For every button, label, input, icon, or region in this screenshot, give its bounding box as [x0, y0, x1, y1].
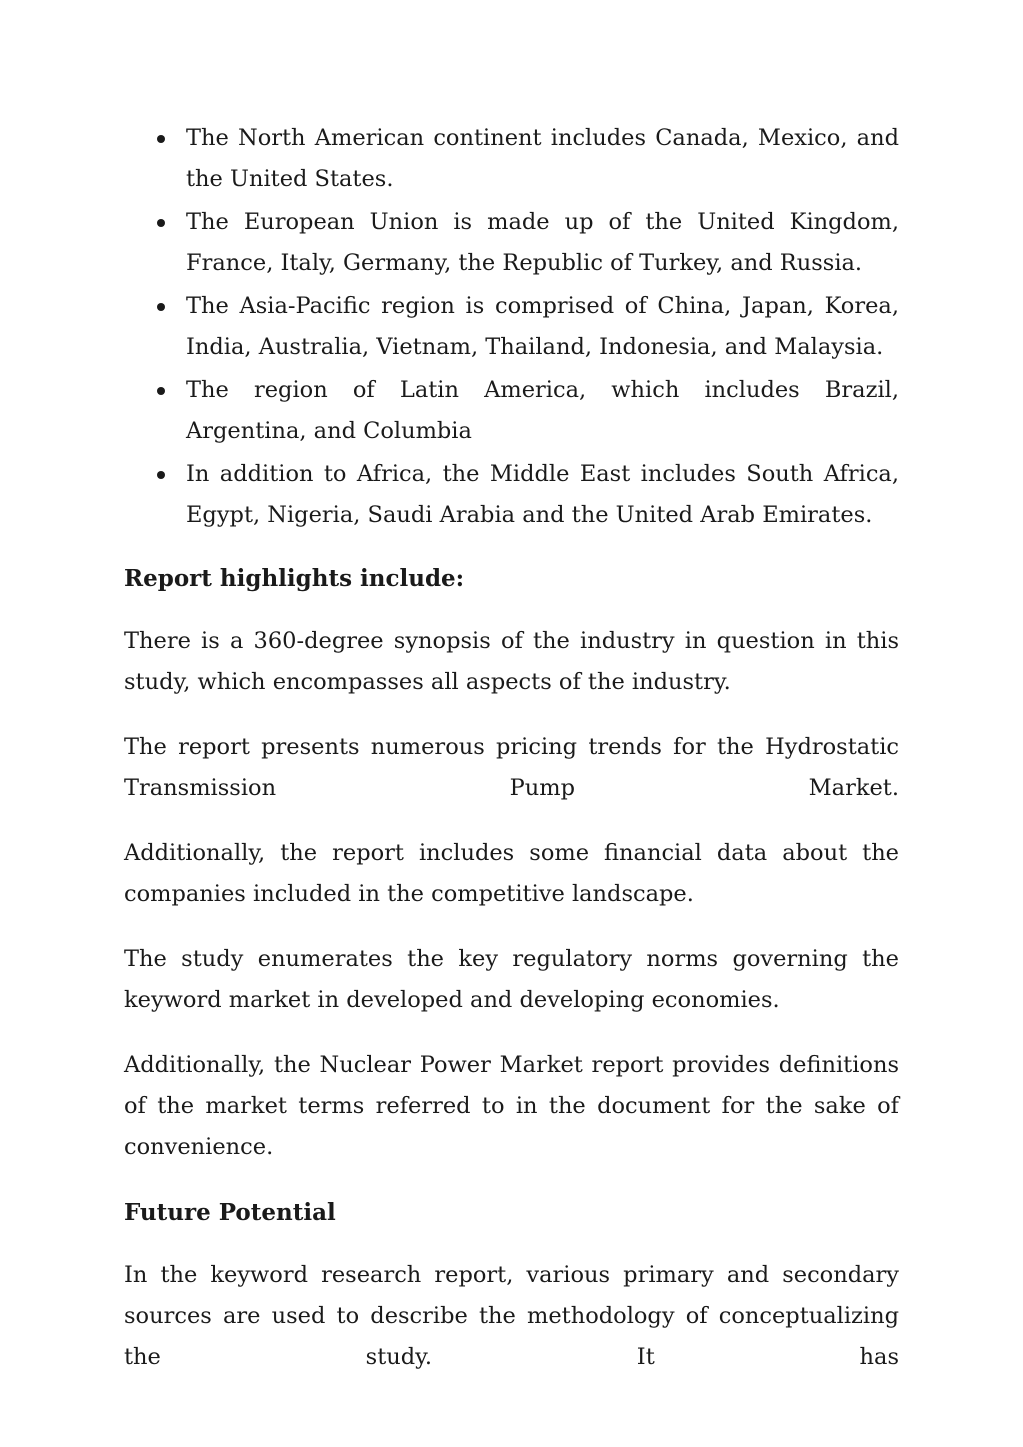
bullet-icon: [157, 135, 165, 143]
highlight-paragraph: Additionally, the report includes some financial data about the companies included in the competitive landscape.: [124, 840, 899, 907]
future-potential-heading: Future Potential: [124, 1199, 336, 1226]
list-item-text: In addition to Africa, the Middle East includes South Africa, Egypt, Nigeria, Saudi Arabia and the United Arab Emirates.: [186, 461, 899, 528]
bullet-icon: [157, 471, 165, 479]
highlight-paragraph: The report presents numerous pricing trends for the Hydrostatic Transmission Pump Market.: [124, 734, 899, 801]
list-item: [124, 286, 899, 368]
list-item: [124, 370, 899, 452]
list-item: [124, 118, 899, 200]
regions-list: [124, 118, 899, 536]
highlight-paragraph: There is a 360-degree synopsis of the industry in question in this study, which encompasses all aspects of the industry.: [124, 628, 899, 695]
highlight-paragraph: The study enumerates the key regulatory norms governing the keyword market in developed and developing economies.: [124, 946, 899, 1013]
list-item-text: The region of Latin America, which includes Brazil, Argentina, and Columbia: [186, 377, 899, 444]
bullet-icon: [157, 387, 165, 395]
bullet-icon: [157, 303, 165, 311]
list-item: [124, 454, 899, 536]
bullet-icon: [157, 219, 165, 227]
highlight-paragraph: Additionally, the Nuclear Power Market report provides definitions of the market terms referred to in the document for the sake of convenience.: [124, 1052, 899, 1160]
document-page: [124, 118, 899, 1402]
report-highlights-heading: Report highlights include:: [124, 565, 465, 592]
list-item-text: The North American continent includes Canada, Mexico, and the United States.: [186, 125, 899, 192]
future-paragraph: In the keyword research report, various primary and secondary sources are used to describe the methodology of conceptualizing the study. It has: [124, 1262, 899, 1370]
list-item-text: The Asia-Pacific region is comprised of China, Japan, Korea, India, Australia, Vietnam, Thailand, Indonesia, and Malaysia.: [186, 293, 899, 360]
list-item: [124, 202, 899, 284]
list-item-text: The European Union is made up of the United Kingdom, France, Italy, Germany, the Republic of Turkey, and Russia.: [186, 209, 899, 276]
